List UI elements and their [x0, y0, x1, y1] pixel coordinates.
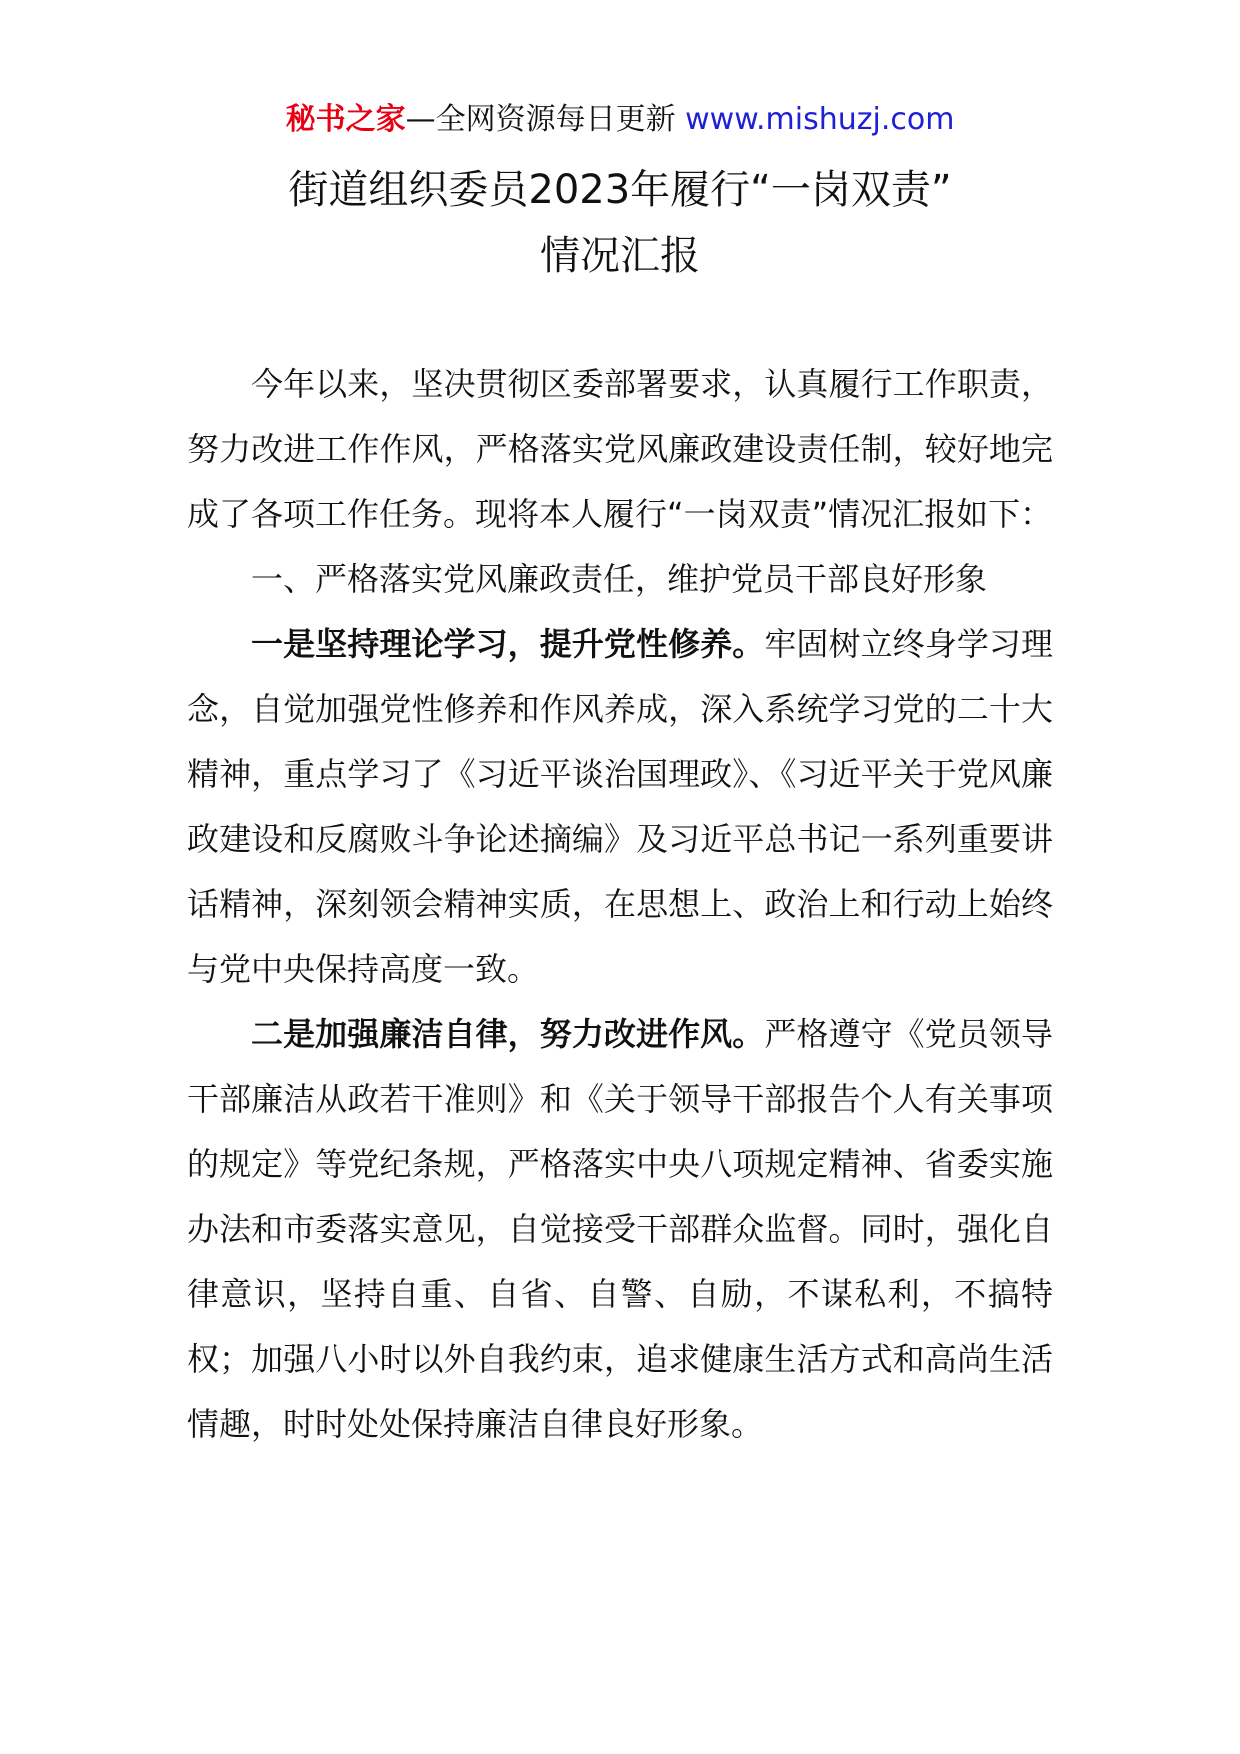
item-1-text: 牢固树立终身学习理念，自觉加强党性修养和作风养成，深入系统学习党的二十大精神，重点学习了《习近平谈治国理政》、《习近平关于党风廉政建设和反腐败斗争论述摘编》及习近平总书记一系列重要讲话精神，深刻领会精神实质，在思想上、政治上和行动上始终与党中央保持高度一致。 — [187, 625, 1053, 988]
item-2-lead: 二是加强廉洁自律，努力改进作风。 — [251, 1015, 765, 1053]
site-url-link[interactable]: www.mishuzj.com — [685, 102, 955, 137]
brand-name: 秘书之家 — [285, 102, 406, 137]
item-2-text: 严格遵守《党员领导干部廉洁从政若干准则》和《关于领导干部报告个人有关事项的规定》等党纪条规，严格落实中央八项规定精神、省委实施办法和市委落实意见，自觉接受干部群众监督。同时，强化自律意识，坚持自重、自省、自警、自励，不谋私利，不搞特权；加强八小时以外自我约束，追求健康生活方式和高尚生活情趣，时时处处保持廉洁自律良好形象。 — [187, 1015, 1053, 1443]
site-header — [0, 98, 1240, 142]
header-tagline: —全网资源每日更新 — [405, 102, 676, 137]
item-1-lead: 一是坚持理论学习，提升党性修养。 — [251, 625, 765, 663]
section-heading-1: 一、严格落实党风廉政责任，维护党员干部良好形象 — [251, 560, 988, 598]
document-title-line-2: 情况汇报 — [540, 233, 700, 279]
item-paragraph-1 — [187, 612, 1053, 1002]
document-title-line-1: 街道组织委员2023年履行“一岗双责” — [288, 167, 952, 213]
document-body — [187, 352, 1053, 1457]
item-paragraph-2 — [187, 1002, 1053, 1457]
intro-paragraph: 今年以来，坚决贯彻区委部署要求，认真履行工作职责，努力改进工作作风，严格落实党风廉政建设责任制，较好地完成了各项工作任务。现将本人履行“一岗双责”情况汇报如下： — [187, 365, 1053, 533]
